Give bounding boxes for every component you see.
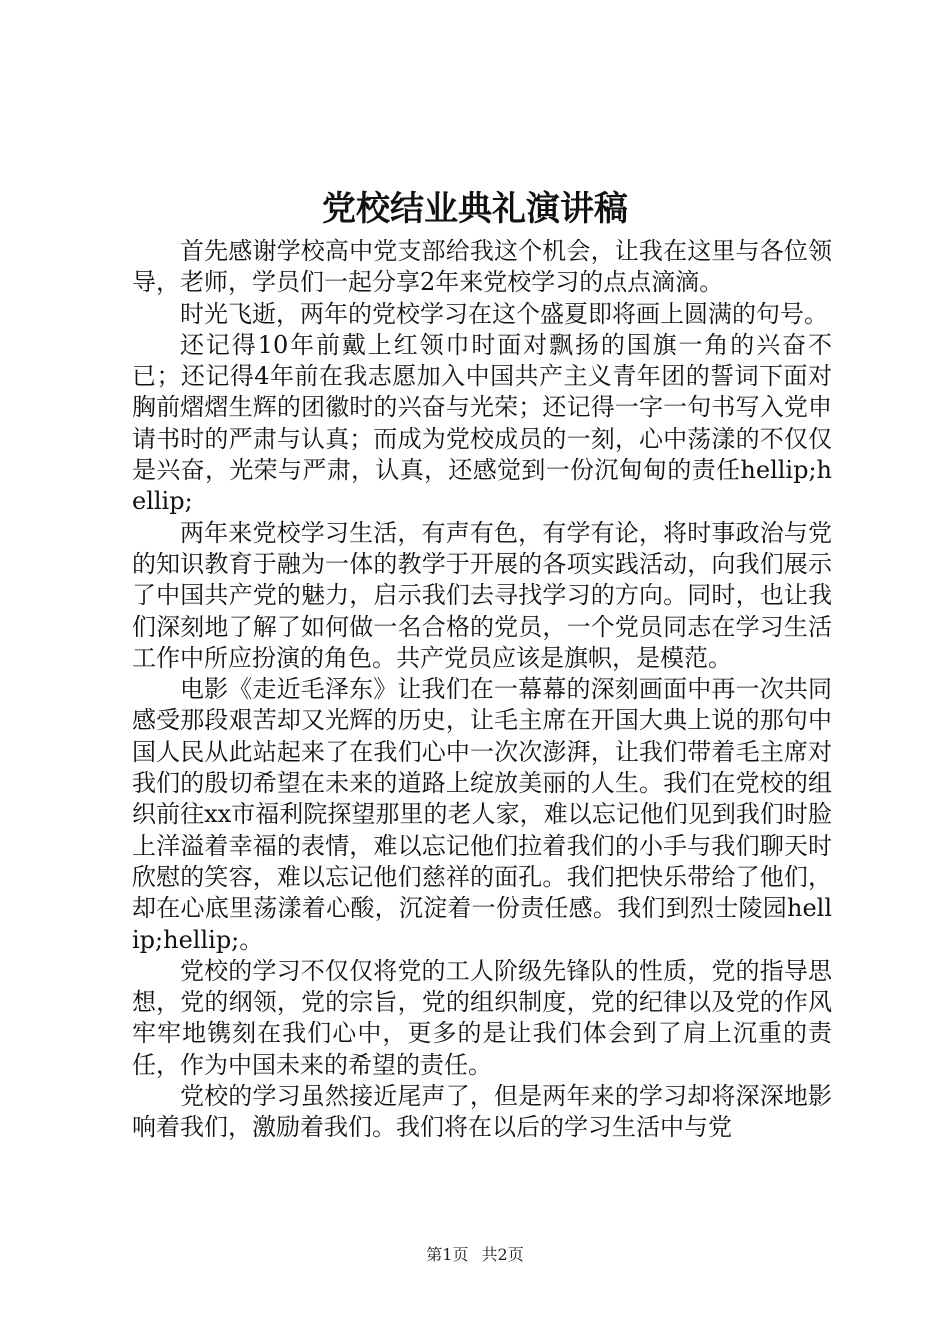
paragraph: 党校的学习虽然接近尾声了，但是两年来的学习却将深深地影响着我们，激励着我们。我们将在以后的学习生活中与党 bbox=[132, 1082, 832, 1142]
paragraph: 首先感谢学校高中党支部给我这个机会，让我在这里与各位领导，老师，学员们一起分享2年来党校学习的点点滴滴。 bbox=[132, 237, 832, 297]
paragraph: 时光飞逝，两年的党校学习在这个盛夏即将画上圆满的句号。 bbox=[180, 299, 828, 328]
paragraph: 还记得10年前戴上红领巾时面对飘扬的国旗一角的兴奋不已；还记得4年前在我志愿加入中国共产主义青年团的誓词下面对胸前熠熠生辉的团徽时的兴奋与光荣；还记得一字一句书写入党申请书时的严肃与认真；而成为党校成员的一刻，心中荡漾的不仅仅是兴奋，光荣与严肃，认真，还感觉到一份沉甸甸的责任hellip;hellip; bbox=[132, 330, 832, 516]
paragraph: 党校的学习不仅仅将党的工人阶级先锋队的性质，党的指导思想，党的纲领，党的宗旨，党的组织制度，党的纪律以及党的作风牢牢地镌刻在我们心中，更多的是让我们体会到了肩上沉重的责任，作为中国未来的希望的责任。 bbox=[132, 956, 832, 1079]
paragraph: 电影《走近毛泽东》让我们在一幕幕的深刻画面中再一次共同感受那段艰苦却又光辉的历史，让毛主席在开国大典上说的那句中国人民从此站起来了在我们心中一次次澎湃，让我们带着毛主席对我们的殷切希望在未来的道路上绽放美丽的人生。我们在党校的组织前往xx市福利院探望那里的老人家，难以忘记他们见到我们时脸上洋溢着幸福的表情，难以忘记他们拉着我们的小手与我们聊天时欣慰的笑容，难以忘记他们慈祥的面孔。我们把快乐带给了他们，却在心底里荡漾着心酸，沉淀着一份责任感。我们到烈士陵园hellip;hellip;。 bbox=[132, 675, 832, 954]
page-footer bbox=[0, 1244, 950, 1266]
document-title: 党校结业典礼演讲稿 bbox=[322, 189, 628, 229]
page-total: 共2页 bbox=[481, 1245, 524, 1264]
paragraph: 两年来党校学习生活，有声有色，有学有论，将时事政治与党的知识教育于融为一体的教学于开展的各项实践活动，向我们展示了中国共产党的魅力，启示我们去寻找学习的方向。同时，也让我们深刻地了解了如何做一名合格的党员，一个党员同志在学习生活工作中所应扮演的角色。共产党员应该是旗帜，是模范。 bbox=[132, 518, 832, 672]
page-number: 第1页 bbox=[426, 1245, 469, 1264]
document-body bbox=[132, 236, 832, 1144]
